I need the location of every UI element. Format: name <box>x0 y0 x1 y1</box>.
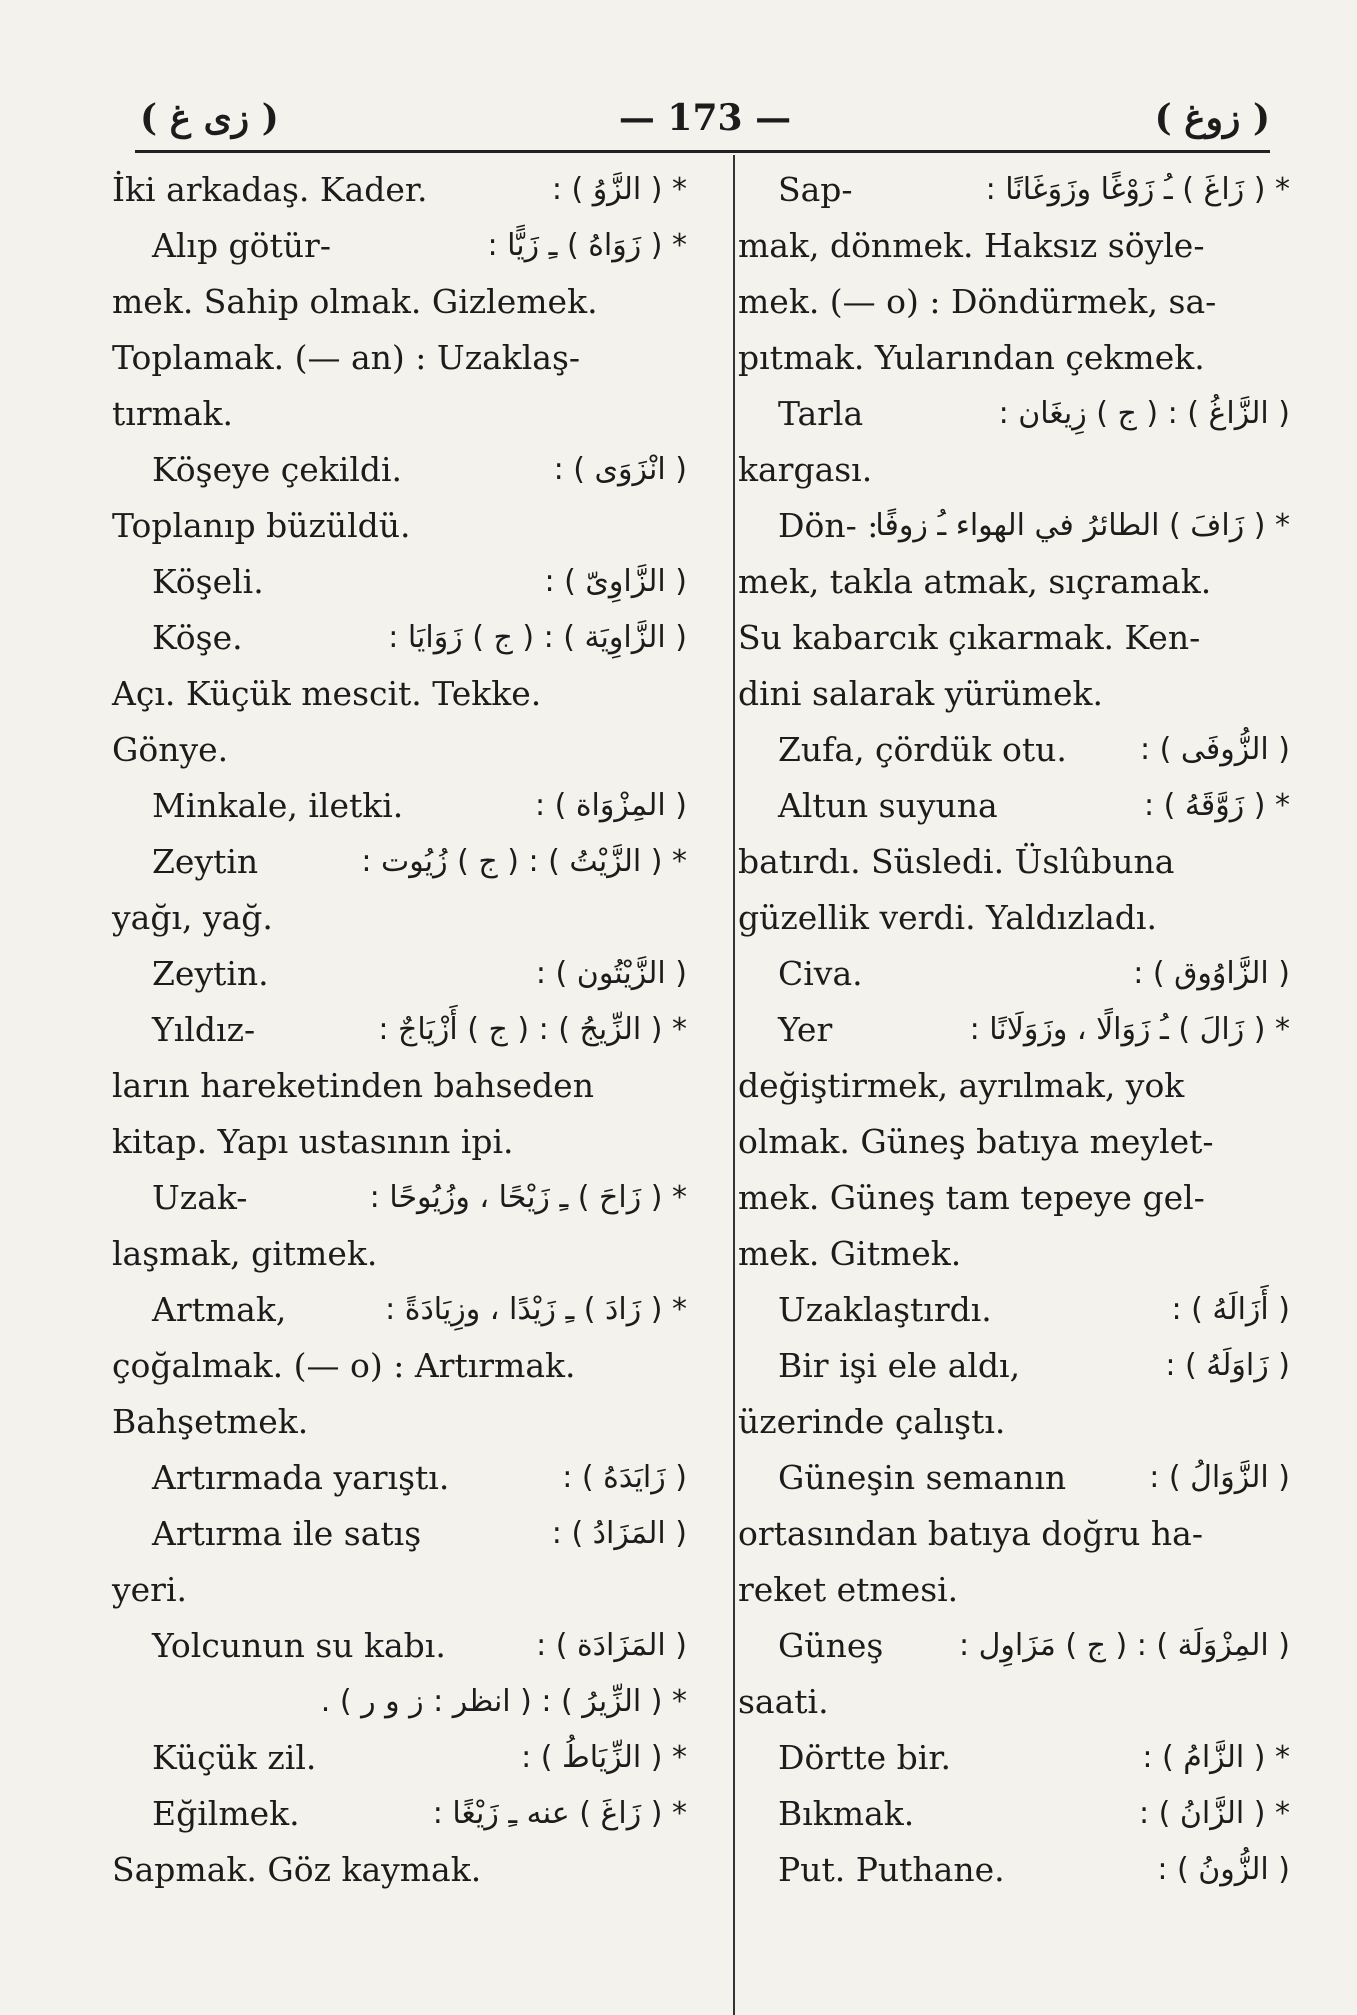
definition-text: Zeytin <box>152 842 259 881</box>
dictionary-line <box>738 834 1290 890</box>
arabic-headword: * ( الزَّامُ ) : <box>1142 1740 1290 1775</box>
header-left-keyword: ( زى غ ) <box>140 97 279 139</box>
dictionary-line <box>738 330 1290 386</box>
dictionary-line <box>112 162 687 218</box>
dictionary-line <box>738 1058 1290 1114</box>
arabic-headword: ( انْزَوَى ) : <box>553 452 687 487</box>
definition-text: yağı, yağ. <box>112 898 273 937</box>
definition-text: Gönye. <box>112 730 229 769</box>
definition-text: Tarla <box>778 394 864 433</box>
dictionary-line <box>738 1842 1290 1898</box>
definition-text: kargası. <box>738 450 873 489</box>
arabic-headword: ( الزُّوفَى ) : <box>1140 732 1290 767</box>
dictionary-line <box>738 442 1290 498</box>
arabic-headword: * ( زَوَّقَهُ ) : <box>1143 788 1290 823</box>
definition-text: mek, takla atmak, sıçramak. <box>738 562 1212 601</box>
dictionary-line <box>112 778 687 834</box>
dictionary-line <box>112 1674 687 1730</box>
definition-text: yeri. <box>112 1570 187 1609</box>
definition-text: Güneşin semanın <box>778 1458 1067 1497</box>
arabic-headword: * ( زَاغَ ) ـُ زَوْغًا وزَوَغَانًا : <box>985 172 1290 207</box>
dictionary-line <box>112 442 687 498</box>
header-right-keyword: ( زوغ ) <box>1154 97 1270 139</box>
definition-text: tırmak. <box>112 394 234 433</box>
arabic-headword: * ( زَاغَ ) عنه ـِ زَيْغًا : <box>432 1796 687 1831</box>
arabic-headword: * ( الزَّيْتُ ) : ( ج ) زُيُوت : <box>361 844 687 879</box>
definition-text: mek. Sahip olmak. Gizlemek. <box>112 282 598 321</box>
arabic-headword: ( زَاوَلَهُ ) : <box>1165 1348 1290 1383</box>
definition-text: Uzak- <box>152 1178 248 1217</box>
dictionary-line <box>112 554 687 610</box>
arabic-headword: * ( الزَّوُ ) : <box>551 172 687 207</box>
definition-text: Yıldız- <box>152 1010 256 1049</box>
definition-text: Altun suyuna <box>778 786 998 825</box>
definition-text: mek. Güneş tam tepeye gel- <box>738 1178 1205 1217</box>
dictionary-line <box>112 1226 687 1282</box>
dictionary-line <box>738 1618 1290 1674</box>
arabic-headword: * ( زَادَ ) ـِ زَيْدًا ، وزِيَادَةً : <box>385 1292 687 1327</box>
dictionary-line <box>738 1338 1290 1394</box>
left-column <box>112 162 687 1898</box>
arabic-headword: ( الزُّونُ ) : <box>1157 1852 1290 1887</box>
arabic-headword: * ( زَاحَ ) ـِ زَيْحًا ، وزُيُوحًا : <box>369 1180 687 1215</box>
dictionary-line <box>738 722 1290 778</box>
definition-text: Zeytin. <box>152 954 269 993</box>
definition-text: laşmak, gitmek. <box>112 1234 378 1273</box>
arabic-headword: ( الزَّاوُوق ) : <box>1133 956 1290 991</box>
definition-text: Su kabarcık çıkarmak. Ken- <box>738 618 1201 657</box>
dictionary-line <box>738 554 1290 610</box>
arabic-headword: ( المَزَادَة ) : <box>536 1628 687 1663</box>
dictionary-line <box>738 666 1290 722</box>
definition-text: Eğilmek. <box>152 1794 300 1833</box>
dictionary-line <box>112 666 687 722</box>
dictionary-line <box>738 218 1290 274</box>
dictionary-line <box>112 1394 687 1450</box>
dictionary-line <box>738 1114 1290 1170</box>
arabic-headword: * ( زَوَاهُ ) ـِ زَيًّا : <box>487 228 687 263</box>
arabic-headword: * ( الزِّيرُ ) : ( انظر : ز و ر ) . <box>320 1684 687 1719</box>
definition-text: mek. Gitmek. <box>738 1234 962 1273</box>
definition-text: Sap- <box>778 170 853 209</box>
dictionary-line <box>738 1002 1290 1058</box>
dictionary-line <box>738 386 1290 442</box>
right-column <box>738 162 1290 1898</box>
definition-text: Yer <box>778 1010 833 1049</box>
definition-text: kitap. Yapı ustasının ipi. <box>112 1122 514 1161</box>
definition-text: Minkale, iletki. <box>152 786 404 825</box>
dictionary-line <box>738 946 1290 1002</box>
definition-text: Dön- : <box>778 506 879 545</box>
dictionary-line <box>738 610 1290 666</box>
dictionary-line <box>738 1450 1290 1506</box>
arabic-headword: * ( زَافَ ) الطائرُ في الهواء ـُ زوفًا <box>875 508 1290 543</box>
dictionary-line <box>112 1282 687 1338</box>
dictionary-line <box>738 162 1290 218</box>
definition-text: Toplamak. (— an) : Uzaklaş- <box>112 338 581 377</box>
dictionary-line <box>738 1170 1290 1226</box>
definition-text: Bir işi ele aldı, <box>778 1346 1021 1385</box>
arabic-headword: * ( الزِّيجُ ) : ( ج ) أَزْيَاجٌ : <box>378 1012 687 1047</box>
page-number: — 173 — <box>618 97 792 139</box>
definition-text: Artırmada yarıştı. <box>152 1458 450 1497</box>
definition-text: Köşeli. <box>152 562 264 601</box>
definition-text: Köşeye çekildi. <box>152 450 403 489</box>
definition-text: üzerinde çalıştı. <box>738 1402 1006 1441</box>
definition-text: mek. (— o) : Döndürmek, sa- <box>738 282 1217 321</box>
dictionary-line <box>112 1786 687 1842</box>
definition-text: batırdı. Süsledi. Üslûbuna <box>738 842 1175 881</box>
definition-text: Zufa, çördük otu. <box>778 730 1067 769</box>
dictionary-line <box>738 1674 1290 1730</box>
definition-text: Açı. Küçük mescit. Tekke. <box>112 674 542 713</box>
dictionary-line <box>112 1058 687 1114</box>
dictionary-line <box>738 1730 1290 1786</box>
arabic-headword: ( الزَّيْتُون ) : <box>535 956 687 991</box>
dictionary-line <box>112 946 687 1002</box>
definition-text: Alıp götür- <box>152 226 331 265</box>
dictionary-line <box>112 1450 687 1506</box>
definition-text: olmak. Güneş batıya meylet- <box>738 1122 1214 1161</box>
definition-text: Güneş <box>778 1626 884 1665</box>
definition-text: Bahşetmek. <box>112 1402 309 1441</box>
dictionary-line <box>738 1226 1290 1282</box>
dictionary-line <box>112 1618 687 1674</box>
arabic-headword: ( الزَّاوِيَة ) : ( ج ) زَوَايَا : <box>388 620 687 655</box>
dictionary-line <box>112 218 687 274</box>
arabic-headword: * ( زَالَ ) ـُ زَوَالًا ، وزَوَلَانًا : <box>969 1012 1290 1047</box>
arabic-headword: ( زَايَدَهُ ) : <box>562 1460 687 1495</box>
arabic-headword: ( المَزَادُ ) : <box>551 1516 687 1551</box>
header-rule <box>135 150 1270 153</box>
definition-text: Uzaklaştırdı. <box>778 1290 992 1329</box>
dictionary-line <box>112 610 687 666</box>
dictionary-line <box>738 1394 1290 1450</box>
arabic-headword: * ( الزِّيَاطُ ) : <box>521 1740 687 1775</box>
definition-text: Köşe. <box>152 618 243 657</box>
definition-text: Sapmak. Göz kaymak. <box>112 1850 482 1889</box>
column-divider <box>733 155 735 2015</box>
dictionary-line <box>112 1730 687 1786</box>
dictionary-line <box>738 1282 1290 1338</box>
definition-text: reket etmesi. <box>738 1570 959 1609</box>
dictionary-line <box>738 498 1290 554</box>
arabic-headword: ( الزَّوَالُ ) : <box>1149 1460 1290 1495</box>
definition-text: İki arkadaş. Kader. <box>112 170 428 209</box>
definition-text: Bıkmak. <box>778 1794 915 1833</box>
dictionary-line <box>112 1842 687 1898</box>
definition-text: Toplanıp büzüldü. <box>112 506 411 545</box>
dictionary-line <box>112 386 687 442</box>
dictionary-line <box>112 1338 687 1394</box>
definition-text: dini salarak yürümek. <box>738 674 1103 713</box>
definition-text: Artmak, <box>152 1290 287 1329</box>
arabic-headword: ( أَزَالَهُ ) : <box>1171 1292 1290 1327</box>
arabic-headword: ( المِزْوَاة ) : <box>534 788 687 823</box>
dictionary-line <box>738 1562 1290 1618</box>
definition-text: değiştirmek, ayrılmak, yok <box>738 1066 1185 1105</box>
arabic-headword: * ( الزَّانُ ) : <box>1138 1796 1290 1831</box>
definition-text: çoğalmak. (— o) : Artırmak. <box>112 1346 576 1385</box>
dictionary-line <box>112 1506 687 1562</box>
dictionary-line <box>738 1506 1290 1562</box>
dictionary-line <box>112 890 687 946</box>
dictionary-line <box>112 834 687 890</box>
arabic-headword: ( الزَّاغُ ) : ( ج ) زِيغَان : <box>998 396 1290 431</box>
dictionary-line <box>112 1002 687 1058</box>
definition-text: Yolcunun su kabı. <box>152 1626 446 1665</box>
definition-text: Put. Puthane. <box>778 1850 1005 1889</box>
dictionary-line <box>112 1562 687 1618</box>
definition-text: Artırma ile satış <box>152 1514 422 1553</box>
dictionary-line <box>112 1170 687 1226</box>
definition-text: Küçük zil. <box>152 1738 317 1777</box>
dictionary-line <box>112 498 687 554</box>
dictionary-line <box>112 722 687 778</box>
dictionary-line <box>112 330 687 386</box>
dictionary-line <box>738 778 1290 834</box>
definition-text: Dörtte bir. <box>778 1738 951 1777</box>
arabic-headword: ( المِزْوَلَة ) : ( ج ) مَزَاوِل : <box>958 1628 1290 1663</box>
definition-text: güzellik verdi. Yaldızladı. <box>738 898 1157 937</box>
definition-text: pıtmak. Yularından çekmek. <box>738 338 1205 377</box>
definition-text: Civa. <box>778 954 863 993</box>
dictionary-line <box>738 1786 1290 1842</box>
dictionary-line <box>112 274 687 330</box>
dictionary-line <box>738 890 1290 946</box>
definition-text: ların hareketinden bahseden <box>112 1066 594 1105</box>
arabic-headword: ( الزَّاوِىّ ) : <box>544 564 687 599</box>
definition-text: ortasından batıya doğru ha- <box>738 1514 1203 1553</box>
definition-text: saati. <box>738 1682 829 1721</box>
page-header <box>140 88 1270 148</box>
definition-text: mak, dönmek. Haksız söyle- <box>738 226 1205 265</box>
dictionary-line <box>738 274 1290 330</box>
dictionary-line <box>112 1114 687 1170</box>
